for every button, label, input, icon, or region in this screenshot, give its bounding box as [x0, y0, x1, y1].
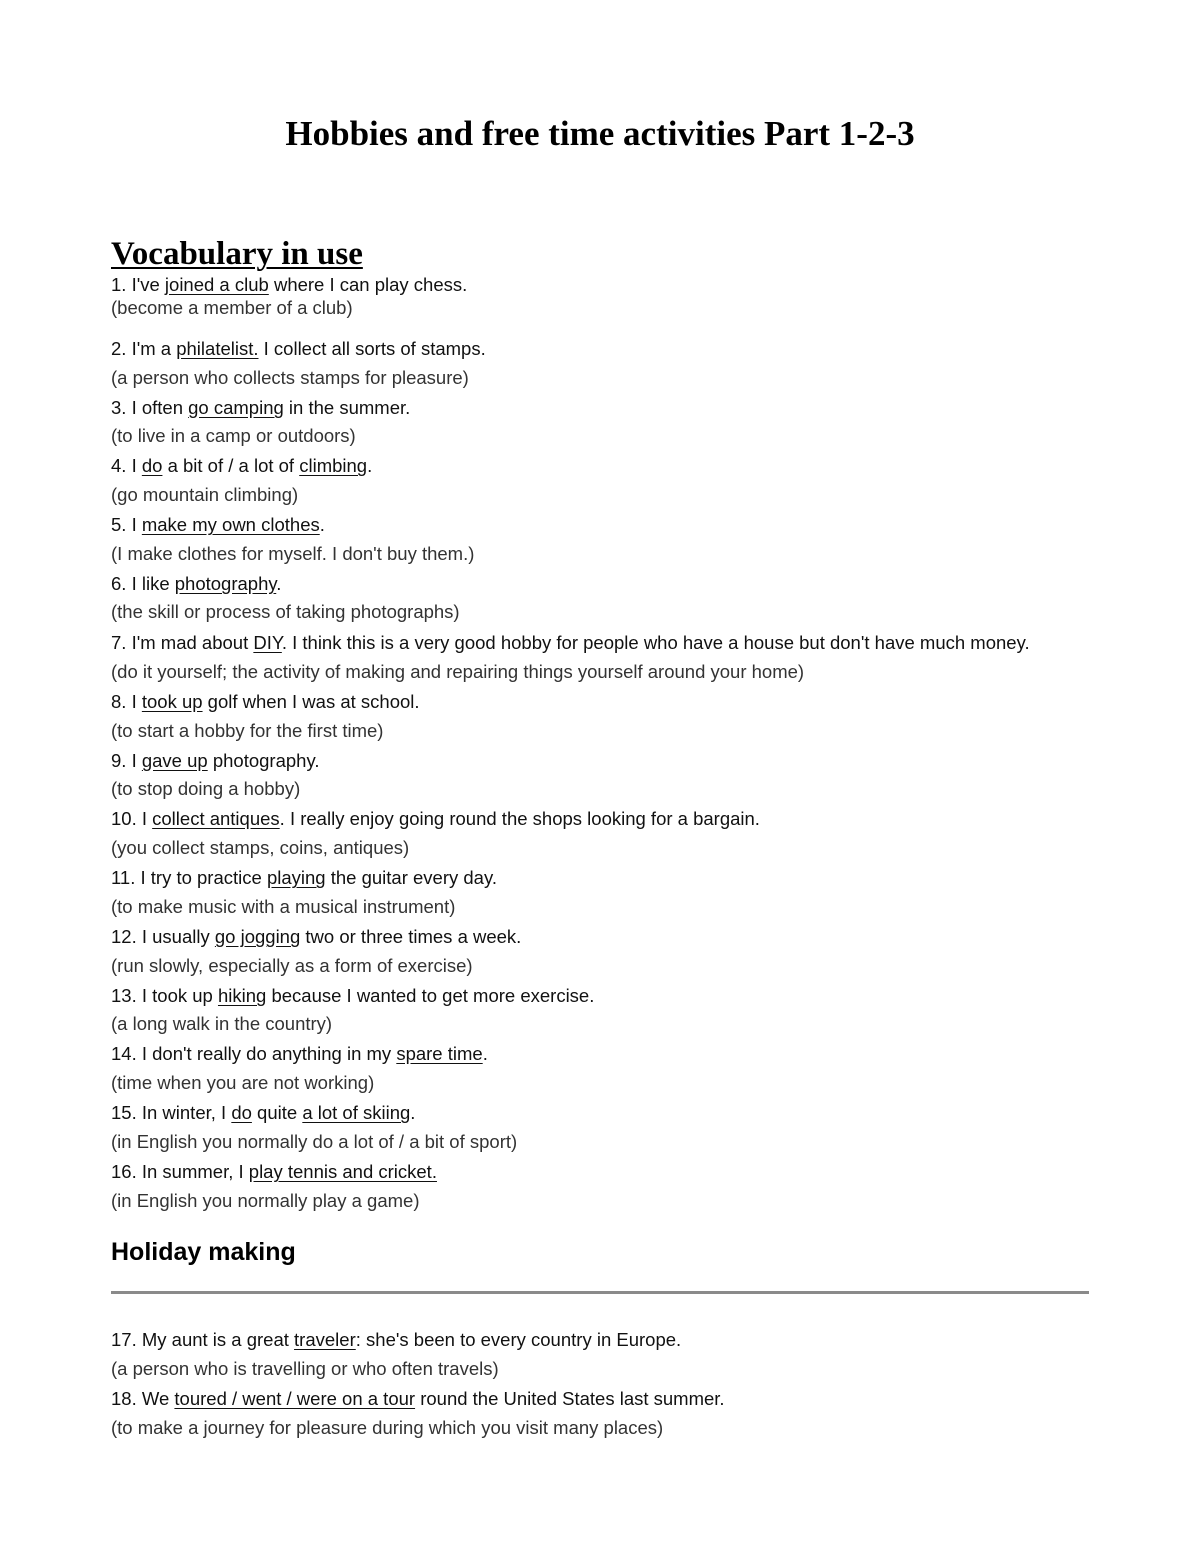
- sentence-text: 8. I: [111, 691, 142, 712]
- definition-line: (do it yourself; the activity of making and repairing things yourself around your home): [111, 661, 805, 682]
- sentence-text: 7. I'm mad about: [111, 632, 254, 653]
- sentence-text: round the United States last summer.: [415, 1388, 725, 1409]
- definition-line: (a long walk in the country): [111, 1013, 333, 1034]
- key-phrase: gave up: [141, 750, 208, 771]
- sentence-text: 13. I took up: [111, 985, 218, 1006]
- sentence-text: the guitar every day.: [325, 867, 497, 888]
- key-phrase: took up: [141, 691, 203, 712]
- sentence-text: . I really enjoy going round the shops looking for a bargain.: [279, 808, 760, 829]
- sentence-text: because I wanted to get more exercise.: [266, 985, 595, 1006]
- definition-line: (I make clothes for myself. I don't buy them.): [111, 543, 475, 564]
- page-title: Hobbies and free time activities Part 1-2-3: [285, 114, 915, 153]
- sentence-text: . I think this is a very good hobby for people who have a house but don't have much money.: [281, 632, 1030, 653]
- vocabulary-heading: Vocabulary in use: [111, 236, 363, 272]
- definition-line: (to stop doing a hobby): [111, 778, 301, 799]
- sentence-text: 10. I: [111, 808, 153, 829]
- sentence-text: .: [367, 455, 373, 476]
- key-phrase: DIY: [253, 632, 282, 653]
- holiday-heading: Holiday making: [111, 1238, 296, 1266]
- sentence-text: 14. I don't really do anything in my: [111, 1043, 397, 1064]
- definition-line: (time when you are not working): [111, 1072, 375, 1093]
- sentence-text: in the summer.: [283, 397, 411, 418]
- definition-line: (to make a journey for pleasure during which you visit many places): [111, 1417, 664, 1438]
- sentence-line: [111, 983, 594, 1009]
- definition-line: (the skill or process of taking photographs): [111, 601, 460, 622]
- sentence-text: 3. I often: [111, 397, 189, 418]
- sentence-text: .: [482, 1043, 488, 1064]
- sentence-line: [111, 395, 410, 421]
- sentence-line: [111, 1159, 437, 1185]
- definition-line: (in English you normally do a lot of / a bit of sport): [111, 1131, 518, 1152]
- key-phrase: traveler: [294, 1329, 356, 1350]
- sentence-text: 9. I: [111, 750, 142, 771]
- key-phrase: do: [231, 1102, 252, 1123]
- sentence-line: [111, 512, 325, 538]
- sentence-text: 2. I'm a: [111, 338, 177, 359]
- definition-line: (a person who is travelling or who often travels): [111, 1358, 499, 1379]
- sentence-text: 1. I've: [111, 274, 165, 295]
- definition-line: (go mountain climbing): [111, 484, 299, 505]
- key-phrase: go jogging: [214, 926, 301, 947]
- definition-line: (you collect stamps, coins, antiques): [111, 837, 410, 858]
- key-phrase: joined a club: [164, 274, 269, 295]
- sentence-text: .: [276, 573, 282, 594]
- sentence-text: 6. I like: [111, 573, 175, 594]
- key-phrase: photography: [174, 573, 277, 594]
- sentence-text: .: [410, 1102, 416, 1123]
- sentence-line: [111, 630, 1030, 656]
- sentence-text: 16. In summer, I: [111, 1161, 249, 1182]
- sentence-line: [111, 1100, 415, 1126]
- sentence-text: golf when I was at school.: [202, 691, 420, 712]
- sentence-text: .: [319, 514, 325, 535]
- sentence-text: quite: [251, 1102, 303, 1123]
- sentence-line: [111, 806, 760, 832]
- key-phrase: make my own clothes: [141, 514, 320, 535]
- sentence-line: [111, 1041, 488, 1067]
- sentence-text: I collect all sorts of stamps.: [258, 338, 486, 359]
- sentence-text: 18. We: [111, 1388, 175, 1409]
- sentence-text: 5. I: [111, 514, 142, 535]
- sentence-text: 4. I: [111, 455, 142, 476]
- key-phrase: collect antiques: [152, 808, 280, 829]
- key-phrase: spare time: [396, 1043, 483, 1064]
- key-phrase: climbing: [299, 455, 368, 476]
- sentence-text: 15. In winter, I: [111, 1102, 232, 1123]
- sentence-line: [111, 453, 372, 479]
- key-phrase: philatelist.: [176, 338, 259, 359]
- sentence-line: [111, 1386, 725, 1412]
- sentence-line: [111, 336, 486, 362]
- definition-line: (become a member of a club): [111, 297, 353, 318]
- sentence-text: where I can play chess.: [268, 274, 468, 295]
- sentence-text: 11. I try to practice: [111, 867, 267, 888]
- definition-line: (a person who collects stamps for pleasure): [111, 367, 469, 388]
- sentence-text: photography.: [207, 750, 320, 771]
- horizontal-divider: [111, 1291, 1089, 1294]
- key-phrase: playing: [266, 867, 326, 888]
- sentence-line: [111, 748, 319, 774]
- sentence-text: two or three times a week.: [300, 926, 522, 947]
- sentence-line: [111, 1327, 681, 1353]
- key-phrase: toured / went / were on a tour: [174, 1388, 416, 1409]
- key-phrase: go camping: [188, 397, 284, 418]
- key-phrase: hiking: [217, 985, 267, 1006]
- key-phrase: do: [141, 455, 163, 476]
- sentence-text: : she's been to every country in Europe.: [355, 1329, 682, 1350]
- definition-line: (to make music with a musical instrument): [111, 896, 456, 917]
- sentence-line: [111, 865, 497, 891]
- definition-line: (in English you normally play a game): [111, 1190, 420, 1211]
- sentence-line: [111, 689, 420, 715]
- sentence-line: [111, 571, 281, 597]
- sentence-line: [111, 924, 521, 950]
- definition-line: (run slowly, especially as a form of exercise): [111, 955, 473, 976]
- sentence-text: 12. I usually: [111, 926, 215, 947]
- key-phrase: a lot of skiing: [302, 1102, 411, 1123]
- definition-line: (to start a hobby for the first time): [111, 720, 384, 741]
- sentence-text: 17. My aunt is a great: [111, 1329, 295, 1350]
- definition-line: (to live in a camp or outdoors): [111, 425, 356, 446]
- sentence-text: a bit of / a lot of: [162, 455, 300, 476]
- key-phrase: play tennis and cricket.: [248, 1161, 437, 1182]
